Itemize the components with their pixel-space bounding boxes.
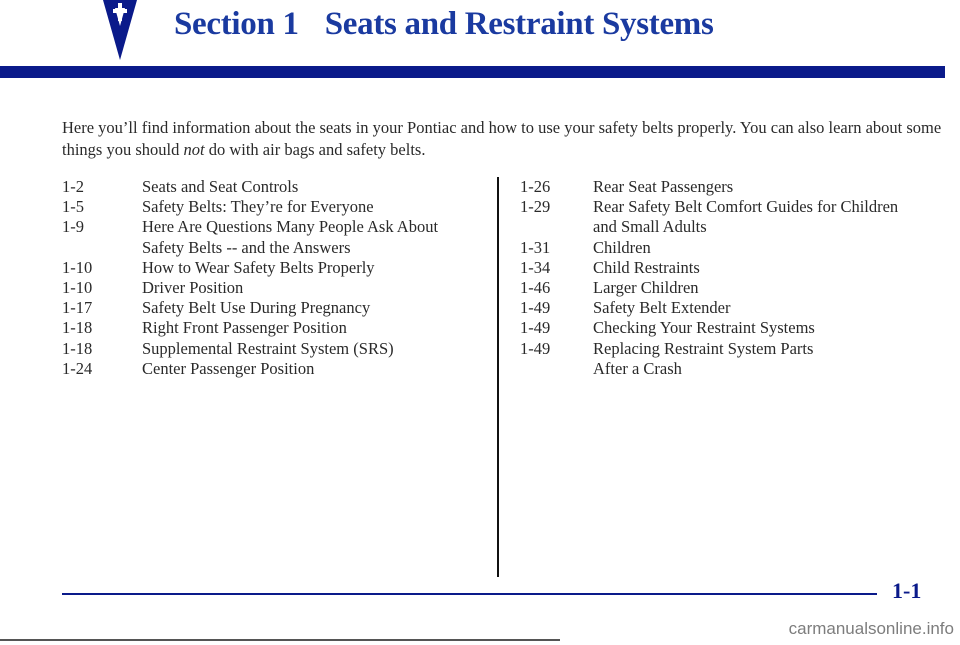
- footer-rule: [62, 593, 877, 595]
- toc-entry: [520, 278, 950, 298]
- toc-entry-label: Child Restraints: [593, 257, 700, 277]
- toc-entry-label: After a Crash: [593, 358, 682, 378]
- toc-entry: [62, 238, 482, 258]
- toc-entry: [520, 258, 950, 278]
- pontiac-arrowhead-icon: [103, 0, 137, 62]
- toc-page-number: 1-10: [62, 257, 93, 277]
- header-rule: [0, 66, 945, 78]
- toc-page-number: 1-31: [520, 237, 551, 257]
- toc-entry: [520, 197, 950, 217]
- toc-entry: [62, 359, 482, 379]
- toc-entry-label: Driver Position: [142, 278, 244, 298]
- toc-entry-label: Children: [593, 237, 651, 257]
- toc-entry-label: Right Front Passenger Position: [142, 318, 347, 338]
- toc-entry-label: Checking Your Restraint Systems: [593, 318, 815, 338]
- page-number: 1-1: [892, 578, 922, 603]
- toc-entry-label: How to Wear Safety Belts Properly: [142, 257, 375, 277]
- intro-emphasis: not: [183, 140, 205, 159]
- toc-page-number: 1-49: [520, 338, 551, 358]
- toc-page-number: [62, 238, 142, 258]
- toc-page-number: [520, 359, 593, 379]
- toc-entry: [520, 238, 950, 258]
- toc-entry-label: Rear Seat Passengers: [593, 177, 734, 196]
- toc-entry: [62, 298, 482, 318]
- bottom-edge-line: [0, 639, 560, 641]
- toc-entry-label: Safety Belts -- and the Answers: [142, 237, 351, 257]
- toc-entry: [62, 217, 482, 237]
- toc-page-number: 1-34: [520, 257, 551, 277]
- toc-entry-label: Here Are Questions Many People Ask About: [142, 217, 439, 237]
- toc-entry: [520, 339, 950, 359]
- toc-entry-label: Supplemental Restraint System (SRS): [142, 338, 394, 358]
- section-number: Section 1: [174, 6, 299, 42]
- toc-entry-label: and Small Adults: [593, 217, 707, 237]
- toc-entry: [520, 359, 950, 379]
- toc-page-number: 1-26: [520, 177, 551, 196]
- toc-page-number: 1-18: [62, 338, 93, 358]
- toc-page-number: 1-49: [520, 298, 551, 318]
- toc-entry-label: Safety Belt Extender: [593, 298, 731, 318]
- column-divider: [497, 177, 499, 577]
- toc-page-number: 1-10: [62, 278, 93, 298]
- toc-entry: [520, 318, 950, 338]
- toc-entry-label: Safety Belt Use During Pregnancy: [142, 298, 371, 318]
- intro-text-1: Here you’ll find information about the seats in your Pontiac and how to use your safety belts properly. You can also learn about some things you should: [62, 118, 942, 159]
- page-title: [174, 6, 714, 43]
- toc-entry: [62, 318, 482, 338]
- toc-right-column: [520, 177, 950, 379]
- toc-page-number: [520, 217, 593, 237]
- intro-paragraph: [62, 117, 942, 161]
- toc-entry: [62, 339, 482, 359]
- toc-page-number: 1-18: [62, 318, 93, 338]
- toc-page-number: 1-24: [62, 358, 93, 378]
- section-title-text: Seats and Restraint Systems: [324, 6, 714, 42]
- toc-entry: [62, 177, 482, 197]
- toc-entry: [62, 278, 482, 298]
- toc-page-number: 1-29: [520, 197, 551, 217]
- intro-text-2: do with air bags and safety belts.: [204, 140, 426, 159]
- toc-entry: [62, 197, 482, 217]
- toc-page-number: 1-49: [520, 318, 551, 338]
- toc-entry: [520, 298, 950, 318]
- toc-entry-label: Rear Safety Belt Comfort Guides for Children: [593, 197, 899, 217]
- toc-page-number: 1-2: [62, 177, 84, 196]
- toc-entry-label: Larger Children: [593, 278, 699, 298]
- toc-entry-label: Replacing Restraint System Parts: [593, 338, 814, 358]
- toc-page-number: 1-46: [520, 278, 551, 298]
- toc-entry: [520, 217, 950, 237]
- toc-entry-label: Center Passenger Position: [142, 358, 315, 378]
- toc-page-number: 1-17: [62, 298, 93, 318]
- watermark: carmanualsonline.info: [788, 619, 954, 638]
- toc-left-column: [62, 177, 482, 379]
- toc-entry: [62, 258, 482, 278]
- toc-entry: [520, 177, 950, 197]
- toc-page-number: 1-9: [62, 217, 84, 237]
- toc-entry-label: Seats and Seat Controls: [142, 177, 299, 196]
- toc-page-number: 1-5: [62, 197, 84, 217]
- toc-entry-label: Safety Belts: They’re for Everyone: [142, 197, 374, 217]
